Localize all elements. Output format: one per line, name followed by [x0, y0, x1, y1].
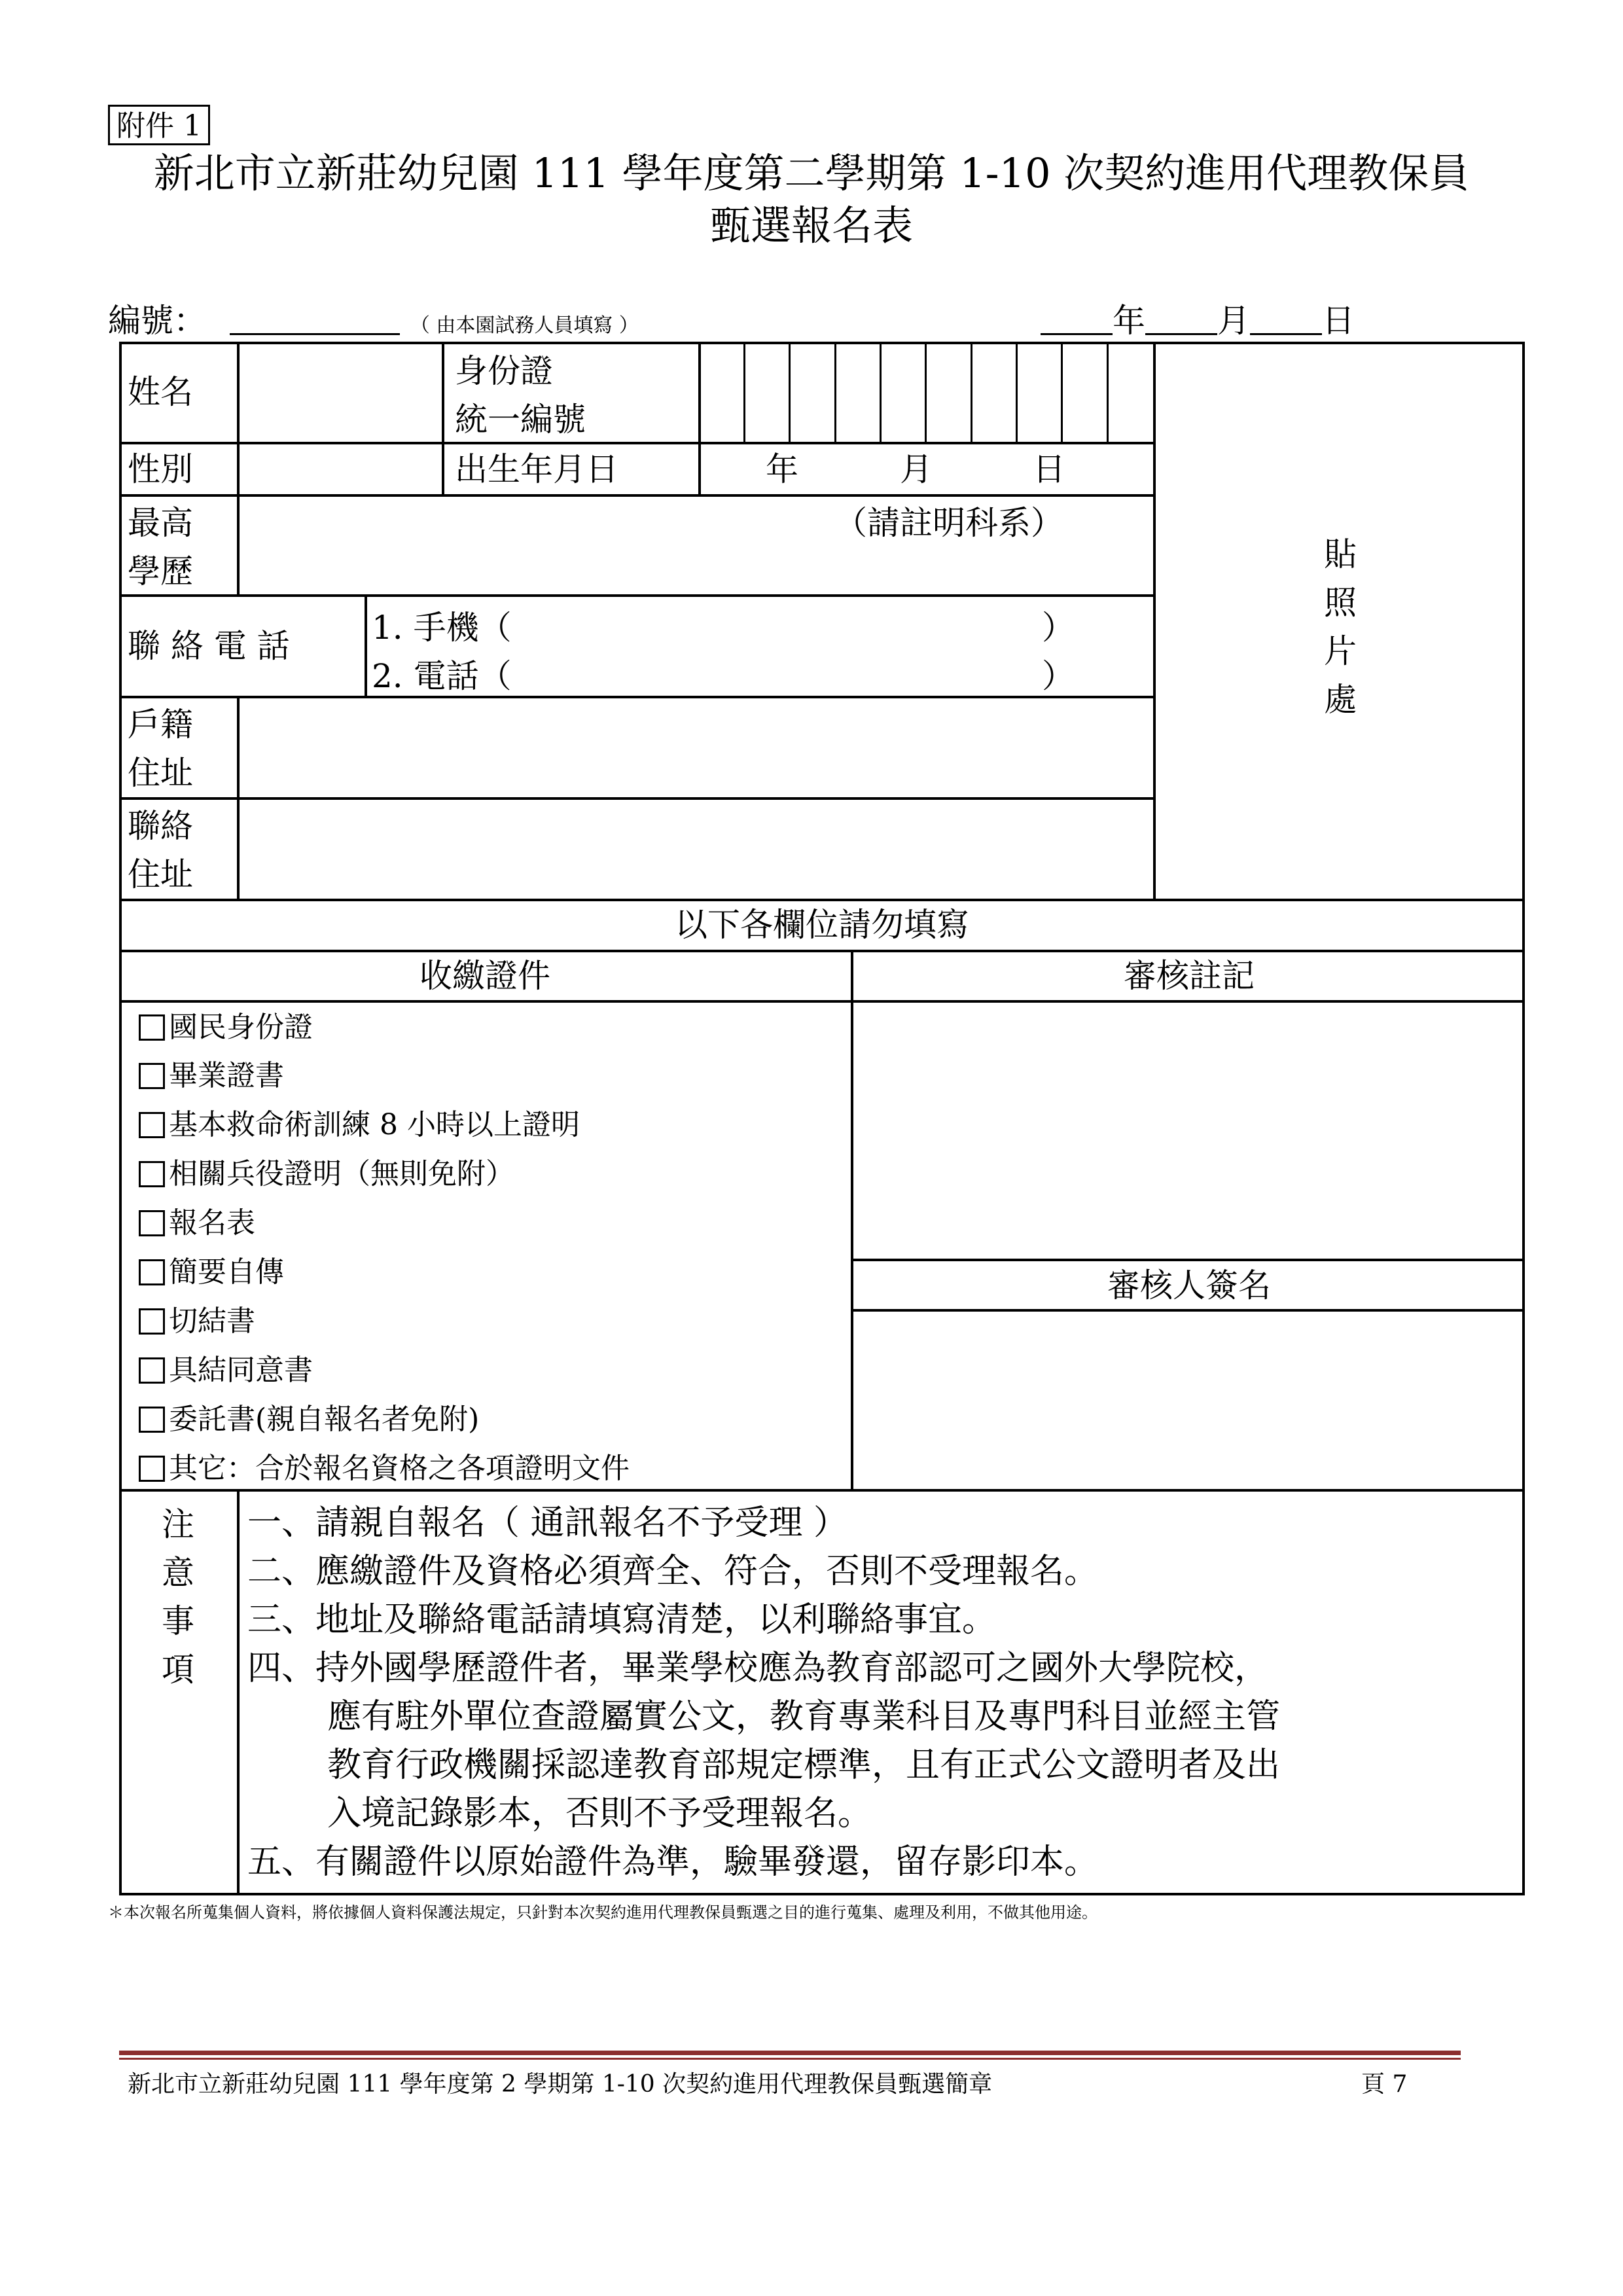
- no-fill-notice: 以下各欄位請勿填寫: [675, 906, 969, 944]
- gender-field[interactable]: [242, 445, 438, 491]
- col-divider: [442, 342, 444, 494]
- education-label-1: 最高: [128, 504, 193, 542]
- id-box-divider: [834, 342, 836, 442]
- privacy-notice: ＊本次報名所蒐集個人資料，將依據個人資料保護法規定，只針對本次契約進用代理教保員甄選之目的進行蒐集、處理及利用，不做其他用途。: [108, 1903, 1097, 1922]
- checkbox[interactable]: [139, 1063, 165, 1089]
- gender-label: 性別: [128, 450, 193, 488]
- notes-label-char: 項: [162, 1651, 194, 1689]
- form-title-line1: 新北市立新莊幼兒園 111 學年度第二學期第 1-10 次契約進用代理教保員: [153, 149, 1470, 197]
- row-divider: [119, 1489, 1525, 1492]
- tel-label: 2. 電話（: [372, 657, 512, 695]
- doc-check-item[interactable]: 其它：合於報名資格之各項證明文件: [139, 1449, 630, 1488]
- checkbox[interactable]: [139, 1456, 165, 1482]
- col-divider: [237, 494, 240, 596]
- doc-check-item[interactable]: 切結書: [139, 1302, 255, 1341]
- row-divider: [119, 1000, 1525, 1003]
- photo-char: 處: [1324, 681, 1357, 719]
- col-divider: [851, 950, 853, 1490]
- date-year-label: 年: [1113, 302, 1145, 340]
- doc-check-item[interactable]: 報名表: [139, 1204, 255, 1243]
- checkbox[interactable]: [139, 1407, 165, 1433]
- note-item: 五、有關證件以原始證件為準，驗畢發還，留存影印本。: [247, 1842, 1099, 1882]
- col-divider: [698, 342, 701, 494]
- note-item: 四、持外國學歷證件者，畢業學校應為教育部認可之國外大學院校，: [247, 1649, 1269, 1688]
- footer-rule: [119, 2051, 1461, 2055]
- household-label-1: 戶籍: [128, 706, 193, 744]
- date-day-label: 日: [1322, 302, 1355, 340]
- photo-char: 照: [1324, 584, 1357, 622]
- col-divider: [237, 342, 240, 494]
- birth-year-label: 年: [766, 450, 798, 488]
- row-divider: [119, 494, 1154, 497]
- col-divider: [365, 594, 367, 697]
- note-item: 一、請親自報名（ 通訊報名不予受理 ）: [247, 1503, 848, 1543]
- id-box-divider: [1061, 342, 1063, 442]
- checkbox[interactable]: [139, 1210, 165, 1236]
- date-month-field[interactable]: [1145, 298, 1217, 335]
- reviewer-signature-label: 審核人簽名: [1107, 1266, 1271, 1304]
- checkbox[interactable]: [139, 1308, 165, 1335]
- id-box-divider: [971, 342, 972, 442]
- serial-field[interactable]: [230, 298, 400, 335]
- row-divider: [119, 594, 1154, 597]
- documents-header: 收繳證件: [419, 957, 550, 995]
- doc-check-item[interactable]: 基本救命術訓練 8 小時以上證明: [139, 1105, 580, 1145]
- note-item: 三、地址及聯絡電話請填寫清楚，以利聯絡事宜。: [247, 1600, 997, 1640]
- row-divider: [119, 442, 1154, 444]
- birth-day-label: 日: [1033, 450, 1065, 488]
- row-divider: [119, 696, 1154, 698]
- photo-char: 片: [1324, 632, 1357, 670]
- id-box-divider: [1016, 342, 1018, 442]
- attachment-label: 附件 1: [108, 105, 210, 145]
- col-divider: [237, 1489, 240, 1895]
- name-field[interactable]: [242, 347, 438, 439]
- tel-close-paren: ）: [1042, 657, 1075, 695]
- id-box-divider: [1107, 342, 1109, 442]
- serial-label: 編號：: [108, 302, 206, 340]
- phone-label: 聯 絡 電 話: [128, 627, 290, 665]
- footer-text: 新北市立新莊幼兒園 111 學年度第 2 學期第 1-10 次契約進用代理教保員甄選簡章: [128, 2071, 993, 2098]
- id-label-1: 身份證: [455, 352, 553, 390]
- checkbox[interactable]: [139, 1161, 165, 1187]
- id-label-2: 統一編號: [455, 401, 586, 439]
- household-label-2: 住址: [128, 754, 193, 792]
- id-box-divider: [925, 342, 927, 442]
- row-divider: [119, 797, 1154, 800]
- checkbox[interactable]: [139, 1357, 165, 1384]
- id-box-divider: [789, 342, 791, 442]
- date-year-field[interactable]: [1041, 298, 1113, 335]
- education-label-2: 學歷: [128, 552, 193, 590]
- serial-note: （ 由本園試務人員填寫 ）: [410, 314, 639, 337]
- mobile-close-paren: ）: [1042, 609, 1075, 647]
- note-item: 二、應繳證件及資格必須齊全、符合，否則不受理報名。: [247, 1552, 1099, 1591]
- mobile-label: 1. 手機（: [372, 609, 512, 647]
- birth-month-label: 月: [900, 450, 933, 488]
- id-box-divider: [880, 342, 882, 442]
- date-month-label: 月: [1217, 302, 1250, 340]
- checkbox[interactable]: [139, 1112, 165, 1138]
- doc-check-item[interactable]: 相關兵役證明（無則免附）: [139, 1155, 514, 1194]
- note-item-continued: 入境記錄影本，否則不予受理報名。: [327, 1794, 872, 1833]
- note-item-continued: 教育行政機關採認達教育部規定標準，且有正式公文證明者及出: [327, 1746, 1281, 1785]
- photo-char: 貼: [1324, 535, 1357, 573]
- page-number: 頁 7: [1361, 2071, 1408, 2098]
- review-header: 審核註記: [1124, 957, 1255, 995]
- checkbox[interactable]: [139, 1014, 165, 1041]
- doc-check-item[interactable]: 委託書(親自報名者免附): [139, 1400, 479, 1439]
- education-hint: （請註明科系）: [834, 504, 1063, 542]
- notes-label-char: 注: [162, 1505, 194, 1543]
- id-box-divider: [743, 342, 745, 442]
- contact-label-2: 住址: [128, 855, 193, 893]
- doc-check-item[interactable]: 簡要自傳: [139, 1253, 284, 1292]
- name-label: 姓名: [128, 373, 193, 411]
- form-title-line2: 甄選報名表: [709, 202, 913, 249]
- doc-check-item[interactable]: 具結同意書: [139, 1351, 313, 1390]
- checkbox[interactable]: [139, 1259, 165, 1285]
- contact-label-1: 聯絡: [128, 807, 193, 845]
- footer-rule-thin: [119, 2058, 1461, 2060]
- doc-check-item[interactable]: 畢業證書: [139, 1056, 284, 1096]
- date-day-field[interactable]: [1250, 298, 1322, 335]
- date-fill: [1041, 298, 1355, 344]
- note-item-continued: 應有駐外單位查證屬實公文，教育專業科目及專門科目並經主管: [327, 1697, 1281, 1736]
- doc-check-item[interactable]: 國民身份證: [139, 1008, 313, 1047]
- serial-row: [108, 298, 1417, 344]
- notes-label-char: 意: [162, 1554, 194, 1592]
- birth-label: 出生年月日: [455, 450, 618, 488]
- col-divider: [237, 696, 240, 900]
- notes-label-char: 事: [162, 1602, 194, 1640]
